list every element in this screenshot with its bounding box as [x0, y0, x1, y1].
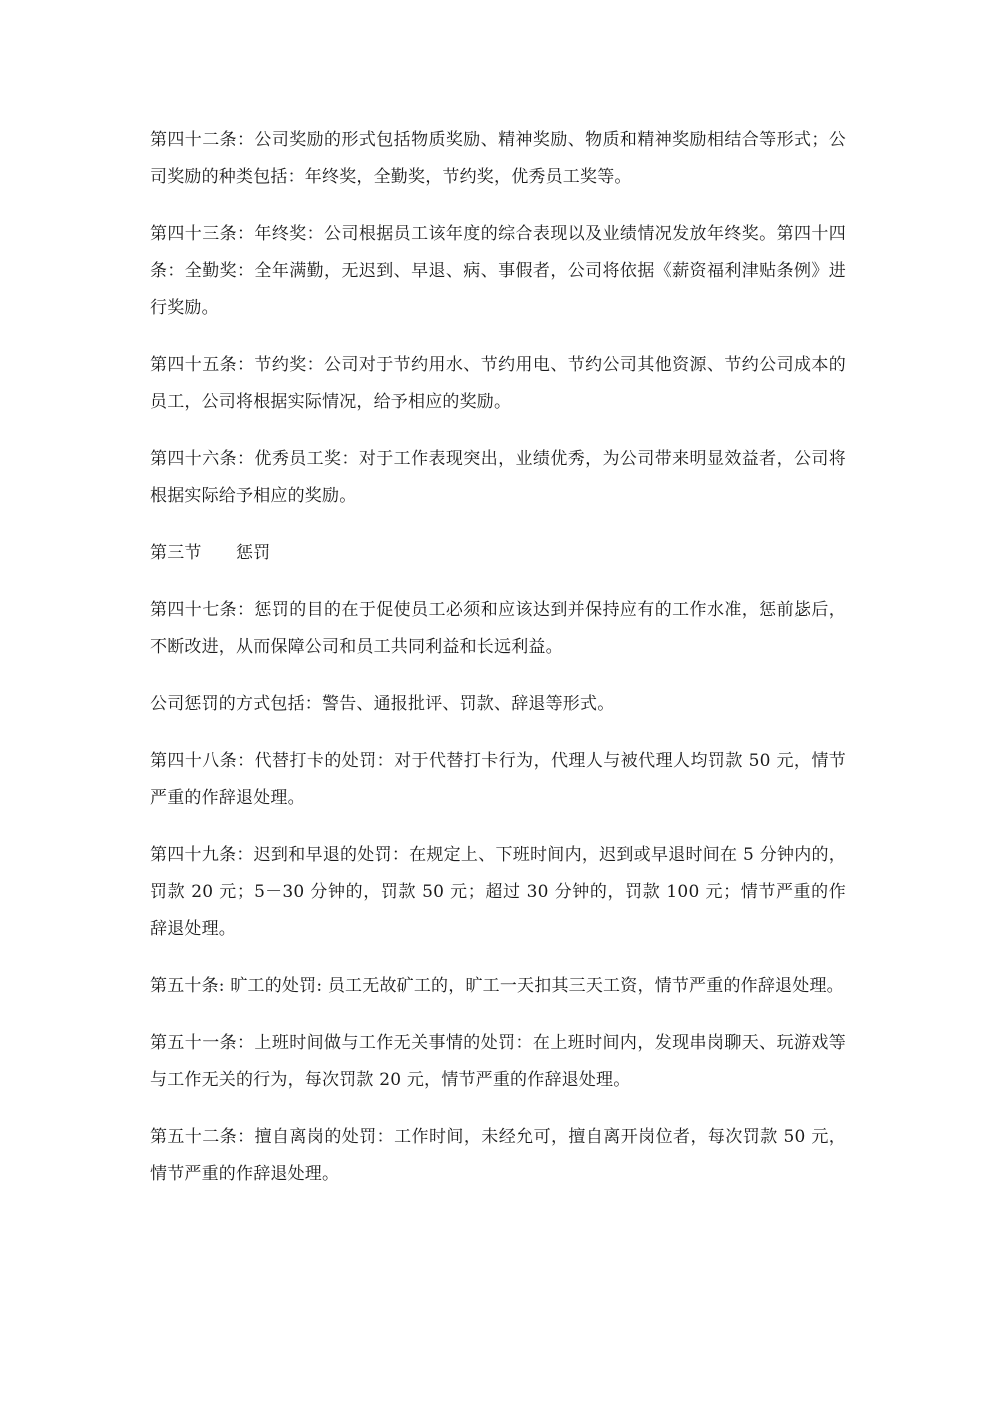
article-42: 第四十二条：公司奖励的形式包括物质奖励、精神奖励、物质和精神奖励相结合等形式；公司奖励的种类包括：年终奖，全勤奖，节约奖，优秀员工奖等。 — [150, 130, 846, 187]
article-47: 第四十七条：惩罚的目的在于促使员工必须和应该达到并保持应有的工作水准，惩前毖后，不断改进，从而保障公司和员工共同利益和长远利益。 — [150, 600, 846, 657]
punishment-methods: 公司惩罚的方式包括：警告、通报批评、罚款、辞退等形式。 — [150, 694, 615, 714]
section-heading: 第三节 惩罚 — [150, 543, 271, 563]
article-50: 第五十条: 旷工的处罚: 员工无故矿工的，旷工一天扣其三天工资，情节严重的作辞退处理。 — [150, 976, 844, 996]
article-45: 第四十五条：节约奖：公司对于节约用水、节约用电、节约公司其他资源、节约公司成本的员工，公司将根据实际情况，给予相应的奖励。 — [150, 355, 846, 412]
article-52: 第五十二条：擅自离岗的处罚：工作时间，未经允可，擅自离开岗位者，每次罚款 50 元，情节严重的作辞退处理。 — [150, 1127, 846, 1184]
article-48: 第四十八条：代替打卡的处罚：对于代替打卡行为，代理人与被代理人均罚款 50 元，情节严重的作辞退处理。 — [150, 751, 846, 808]
article-51: 第五十一条：上班时间做与工作无关事情的处罚：在上班时间内，发现串岗聊天、玩游戏等与工作无关的行为，每次罚款 20 元，情节严重的作辞退处理。 — [150, 1033, 846, 1090]
article-43-44: 第四十三条：年终奖：公司根据员工该年度的综合表现以及业绩情况发放年终奖。第四十四条：全勤奖：全年满勤，无迟到、早退、病、事假者，公司将依据《薪资福利津贴条例》进行奖励。 — [150, 224, 846, 318]
document-body — [150, 122, 846, 1213]
article-49: 第四十九条：迟到和早退的处罚：在规定上、下班时间内，迟到或早退时间在 5 分钟内的，罚款 20 元；5－30 分钟的，罚款 50 元；超过 30 分钟的，罚款 100 元；情节严重的作辞退处理。 — [150, 845, 846, 939]
article-46: 第四十六条：优秀员工奖：对于工作表现突出，业绩优秀，为公司带来明显效益者，公司将根据实际给予相应的奖励。 — [150, 449, 846, 506]
